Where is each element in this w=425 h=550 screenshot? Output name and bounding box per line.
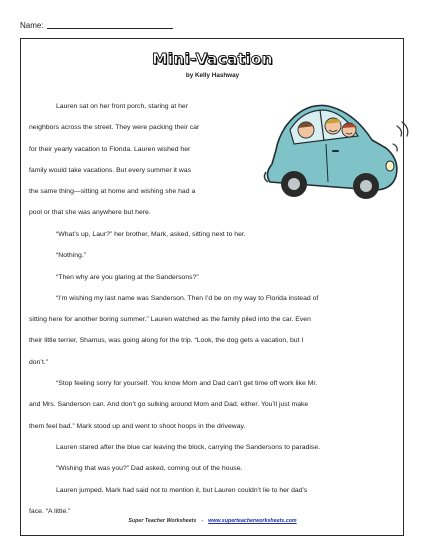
story-paragraph-opening [29, 96, 199, 224]
story-line: for their yearly vacation to Florida. Lauren wished her [29, 145, 191, 153]
story-line: family would take vacations. But every summer it was [29, 166, 192, 174]
story-body [29, 224, 320, 522]
story-line: “What’s up, Laur?” her brother, Mark, asked, sitting next to her. [56, 231, 246, 238]
story-author: by Kelly Hashway [185, 72, 240, 79]
story-line: sitting here for another boring summer.” Lauren watched as the family piled into the car. Even [29, 316, 311, 324]
worksheet-footer [0, 518, 425, 524]
footer-brand: Super Teacher Worksheets [128, 518, 197, 524]
story-title: Mini-Vacation [152, 50, 273, 68]
story-line: “I’m wishing my last name was Sanderson. Then I’d be on my way to Florida instead of [56, 294, 319, 302]
name-field [20, 21, 173, 30]
story-line: Lauren stared after the blue car leaving the block, carrying the Sandersons to paradise. [56, 443, 321, 451]
footer-separator: - [201, 518, 204, 524]
story-line: them feel bad.” Mark stood up and went to shoot hoops in the driveway. [29, 422, 246, 430]
footer-url-link[interactable]: www.superteacherworksheets.com [208, 518, 297, 524]
story-line: “Stop feeling sorry for yourself. You know Mom and Dad can’t get time off work like Mr. [56, 380, 318, 388]
story-line: neighbors across the street. They were packing their car [29, 124, 200, 132]
story-line: and Mrs. Sanderson can. And don’t go sulking around Mom and Dad, either. You’ll just make [29, 401, 309, 409]
name-label: Name: [20, 21, 44, 30]
story-line: the same thing—sitting at home and wishing she had a [29, 188, 196, 196]
story-line: “Then why are you glaring at the Sandersons?” [56, 273, 199, 281]
story-line: Lauren jumped. Mark had said not to mention it, but Lauren couldn’t lie to her dad’s [56, 486, 308, 494]
car-with-family-icon [254, 86, 412, 204]
name-blank-line [47, 21, 173, 29]
story-line: their little terrier, Shamus, was going along for the trip. “Look, the dog gets a vacation, but I [29, 337, 304, 345]
story-line: “Nothing.” [56, 252, 87, 260]
story-line: Lauren sat on her front porch, staring at her [56, 103, 189, 110]
story-line: “Wishing that was you?” Dad asked, coming out of the house. [56, 465, 243, 473]
story-line: don’t.” [29, 358, 49, 366]
story-line: pool or that she was anywhere but here. [29, 209, 151, 217]
story-line: face. “A little.” [29, 507, 71, 515]
